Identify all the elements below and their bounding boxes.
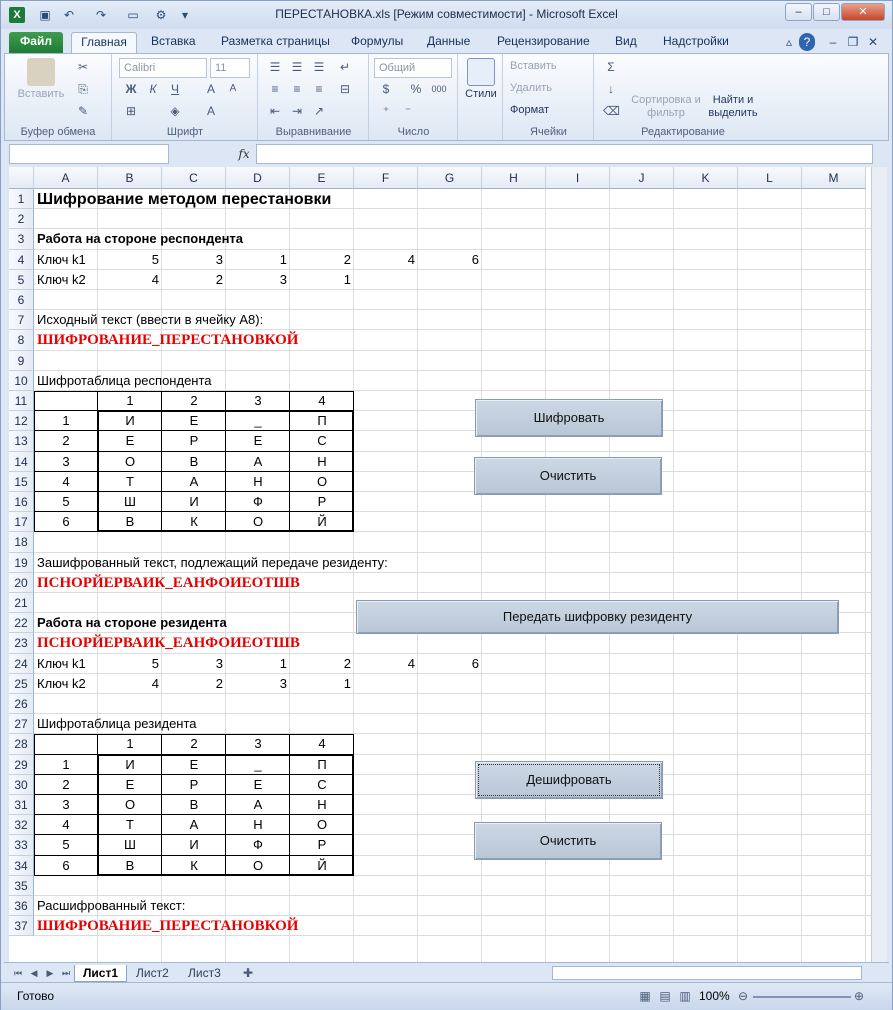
autosum-button[interactable]: Σ <box>607 60 615 74</box>
key1-label[interactable]: Ключ k1 <box>37 656 86 671</box>
zoom-level[interactable]: 100% <box>699 989 730 1003</box>
new-sheet-icon[interactable]: ✚ <box>242 966 254 980</box>
respondent-row-number[interactable]: 2 <box>62 433 70 448</box>
key2-label[interactable]: Ключ k2 <box>37 272 86 287</box>
tab-addins[interactable]: Надстройки <box>663 34 729 48</box>
minimize-button[interactable]: – <box>785 3 812 21</box>
status-text: Готово <box>17 989 55 1003</box>
row-header[interactable]: 29 <box>9 755 34 775</box>
decrease-indent-icon[interactable]: ⇤ <box>269 104 281 118</box>
key1-value[interactable]: 3 <box>215 252 223 267</box>
tab-view[interactable]: Вид <box>615 34 637 48</box>
vertical-scrollbar[interactable] <box>871 167 887 962</box>
key2-value[interactable]: 2 <box>215 272 223 287</box>
resident-table-cell[interactable]: Ф <box>253 837 263 852</box>
close-button[interactable]: ✕ <box>841 3 885 21</box>
respondent-col-header[interactable]: 3 <box>254 393 262 408</box>
format-painter-icon[interactable]: ✎ <box>77 104 89 118</box>
copy-icon[interactable]: ⎘ <box>78 82 88 96</box>
key1-value[interactable]: 2 <box>343 252 351 267</box>
resident-table-cell[interactable]: Р <box>317 837 327 852</box>
grid-line <box>34 289 871 290</box>
respondent-col-header[interactable]: 1 <box>126 393 134 408</box>
row-header[interactable]: 35 <box>9 876 34 896</box>
row-header[interactable]: 8 <box>9 330 34 351</box>
column-header[interactable]: I <box>546 167 610 189</box>
grid-line <box>34 592 871 593</box>
key1-value[interactable]: 6 <box>471 252 479 267</box>
respondent-table-cell[interactable]: Е <box>253 433 263 448</box>
respondent-table-cell[interactable]: К <box>190 514 198 529</box>
sheet-title[interactable]: Шифрование методом перестановки <box>37 191 332 208</box>
row-header[interactable]: 3 <box>9 229 34 250</box>
row-header[interactable]: 17 <box>9 512 34 532</box>
doc-close-icon[interactable]: ✕ <box>867 35 879 49</box>
resident-table-cell[interactable]: Е <box>189 757 199 772</box>
resident-row-number[interactable]: 2 <box>62 777 70 792</box>
encrypt-button[interactable]: Шифровать <box>475 399 663 437</box>
prev-sheet-icon[interactable]: ◀ <box>30 968 38 978</box>
tab-file[interactable]: Файл <box>9 32 63 53</box>
respondent-table-cell[interactable]: С <box>317 433 327 448</box>
last-sheet-icon[interactable]: ⏭ <box>61 968 71 978</box>
resident-row-number[interactable]: 6 <box>62 858 70 873</box>
excel-app-icon[interactable]: X <box>9 7 25 23</box>
respondent-table-cell[interactable]: Е <box>125 433 135 448</box>
resident-row-number[interactable]: 3 <box>62 797 70 812</box>
key2-value[interactable]: 1 <box>343 676 351 691</box>
respondent-header[interactable]: Работа на стороне респондента <box>37 231 244 246</box>
align-top-icon[interactable]: ☰ <box>269 60 281 74</box>
column-header[interactable]: K <box>674 167 738 189</box>
respondent-row-number[interactable]: 5 <box>62 494 70 509</box>
resident-col-header[interactable]: 2 <box>190 736 198 751</box>
resident-table-cell[interactable]: Й <box>317 858 327 873</box>
minimize-ribbon-icon[interactable]: ▵ <box>785 35 793 49</box>
row-header[interactable]: 5 <box>9 270 34 290</box>
paste-icon <box>27 58 55 86</box>
row-header[interactable]: 12 <box>9 411 34 431</box>
grid-line <box>737 189 738 962</box>
respondent-table-cell[interactable]: О <box>252 514 264 529</box>
align-left-icon[interactable]: ≡ <box>271 82 279 96</box>
sheet-tab-3[interactable]: Лист3 <box>188 966 221 980</box>
row-header[interactable]: 25 <box>9 674 34 694</box>
ribbon <box>4 53 889 141</box>
formula-input[interactable] <box>256 144 873 164</box>
select-all-corner[interactable] <box>9 167 34 189</box>
align-bottom-icon[interactable]: ☰ <box>313 60 325 74</box>
shrink-font-icon[interactable]: A <box>229 83 237 94</box>
respondent-col-header[interactable]: 2 <box>190 393 198 408</box>
column-header[interactable]: G <box>418 167 482 189</box>
respondent-table-cell[interactable]: П <box>317 413 327 428</box>
row-header[interactable]: 9 <box>9 351 34 371</box>
decrypted-text[interactable]: ШИФРОВАНИЕ_ПЕРЕСТАНОВКОЙ <box>37 918 299 934</box>
respondent-table-cell[interactable]: А <box>253 454 263 469</box>
encrypted-label[interactable]: Зашифрованный текст, подлежащий передаче резиденту: <box>37 555 388 570</box>
maximize-button[interactable]: □ <box>813 3 840 21</box>
respondent-table-cell[interactable]: Р <box>317 494 327 509</box>
resident-table-cell[interactable]: Р <box>189 777 199 792</box>
window-title: ПЕРЕСТАНОВКА.xls [Режим совместимости] - Microsoft Excel <box>275 7 618 21</box>
styles-group <box>459 54 503 140</box>
find-select-button[interactable]: Найти и выделить <box>708 94 758 119</box>
row-header[interactable]: 10 <box>9 371 34 391</box>
grow-font-icon[interactable]: A <box>206 82 215 96</box>
customize-toolbar-icon[interactable]: ▾ <box>181 8 189 22</box>
tab-review[interactable]: Рецензирование <box>497 34 590 48</box>
row-header[interactable]: 4 <box>9 250 34 270</box>
respondent-row-number[interactable]: 4 <box>62 474 70 489</box>
zoom-in-icon[interactable]: ⊕ <box>853 989 865 1003</box>
row-header[interactable]: 19 <box>9 553 34 573</box>
align-center-icon[interactable]: ≡ <box>293 82 301 96</box>
help-icon[interactable]: ? <box>799 33 815 51</box>
encrypted-text[interactable]: ПСНОРЙЕРВАИК_ЕАНФОИЕОТШВ <box>37 575 300 591</box>
decrease-decimal-icon[interactable]: ⁻ <box>404 104 412 118</box>
delete-cells-button[interactable]: Удалить <box>510 82 552 94</box>
clear-resident-button[interactable]: Очистить <box>474 822 662 860</box>
resident-table-cell[interactable]: С <box>317 777 327 792</box>
respondent-table-cell[interactable]: О <box>124 454 136 469</box>
format-cells-button[interactable]: Формат <box>510 104 550 116</box>
doc-minimize-icon[interactable]: – <box>829 35 837 49</box>
resident-table-cell[interactable]: Е <box>125 777 135 792</box>
cells-group-title: Ячейки <box>530 126 567 138</box>
name-box[interactable] <box>9 144 169 164</box>
increase-decimal-icon[interactable]: ⁺ <box>382 104 390 118</box>
grid-line <box>34 309 871 310</box>
key1-value[interactable]: 3 <box>215 656 223 671</box>
resident-table-cell[interactable]: А <box>253 797 263 812</box>
macro-icon[interactable]: ⚙ <box>155 8 167 22</box>
row-header[interactable]: 33 <box>9 835 34 856</box>
clear-icon[interactable]: ⌫ <box>603 104 620 118</box>
first-sheet-icon[interactable]: ⏮ <box>13 968 23 978</box>
resident-row-number[interactable]: 4 <box>62 817 70 832</box>
grid-line <box>865 189 866 962</box>
respondent-col-header[interactable]: 4 <box>318 393 326 408</box>
grid-line <box>34 935 871 936</box>
borders-icon[interactable]: ⊞ <box>125 104 137 118</box>
key1-value[interactable]: 1 <box>279 252 287 267</box>
key1-value[interactable]: 1 <box>279 656 287 671</box>
respondent-row-number[interactable]: 1 <box>62 413 70 428</box>
row-header[interactable]: 22 <box>9 613 34 633</box>
key2-value[interactable]: 2 <box>215 676 223 691</box>
editing-group <box>595 54 771 140</box>
styles-button[interactable]: Стили <box>461 58 501 100</box>
row-header[interactable]: 24 <box>9 654 34 674</box>
column-header[interactable]: J <box>610 167 674 189</box>
resident-table-cell[interactable]: И <box>189 837 199 852</box>
respondent-table-cell[interactable]: Ш <box>124 494 136 509</box>
respondent-table-cell[interactable]: Р <box>189 433 199 448</box>
resident-table-cell[interactable]: _ <box>254 757 262 772</box>
row-header[interactable]: 14 <box>9 452 34 472</box>
resident-header[interactable]: Работа на стороне резидента <box>37 615 227 630</box>
insert-function-button[interactable]: fx <box>238 147 250 161</box>
resident-table-cell[interactable]: П <box>317 757 327 772</box>
grid-line <box>801 189 802 962</box>
grid-line <box>34 653 871 654</box>
column-header[interactable]: M <box>802 167 866 189</box>
resident-table-cell[interactable]: К <box>190 858 198 873</box>
horizontal-scrollbar[interactable] <box>552 966 862 980</box>
wrap-text-icon[interactable]: ↵ <box>339 60 351 74</box>
title-bar <box>1 1 892 29</box>
thousands-button[interactable]: 000 <box>431 84 447 94</box>
respondent-table-cell[interactable]: И <box>189 494 199 509</box>
grid-line <box>34 329 871 330</box>
grid-line <box>673 189 674 962</box>
row-header[interactable]: 2 <box>9 209 34 229</box>
table2-label[interactable]: Шифротаблица резидента <box>37 716 197 731</box>
key1-value[interactable]: 2 <box>343 656 351 671</box>
grid-line <box>34 370 871 371</box>
resident-table-cell[interactable]: А <box>189 817 199 832</box>
formula-bar <box>4 142 889 166</box>
underline-button[interactable]: Ч <box>171 82 179 96</box>
key1-value[interactable]: 6 <box>471 656 479 671</box>
print-preview-icon[interactable]: ▭ <box>127 8 139 22</box>
column-header[interactable]: H <box>482 167 546 189</box>
resident-table-cell[interactable]: В <box>189 797 199 812</box>
currency-icon[interactable]: $ <box>382 82 390 96</box>
status-bar <box>1 982 892 1010</box>
resident-table-cell[interactable]: Ш <box>124 837 136 852</box>
align-right-icon[interactable]: ≡ <box>315 82 323 96</box>
tab-insert[interactable]: Вставка <box>151 34 196 48</box>
resident-table-cell[interactable]: Т <box>126 817 134 832</box>
grid-line <box>34 693 871 694</box>
respondent-table-cell[interactable]: О <box>316 474 328 489</box>
respondent-table-cell[interactable]: _ <box>254 413 262 428</box>
insert-cells-button[interactable]: Вставить <box>510 60 557 72</box>
tab-page-layout[interactable]: Разметка страницы <box>221 34 330 48</box>
tab-formulas[interactable]: Формулы <box>351 34 404 48</box>
row-header[interactable]: 18 <box>9 532 34 553</box>
row-header[interactable]: 6 <box>9 290 34 310</box>
font-name-select[interactable]: Calibri <box>119 58 207 78</box>
respondent-table-cell[interactable]: А <box>189 474 199 489</box>
source-text[interactable]: ШИФРОВАНИЕ_ПЕРЕСТАНОВКОЙ <box>37 332 299 348</box>
fill-color-icon[interactable]: ◈ <box>170 104 180 118</box>
key2-value[interactable]: 4 <box>151 676 159 691</box>
respondent-table-cell[interactable]: Й <box>317 514 327 529</box>
column-header[interactable]: B <box>98 167 162 189</box>
resident-table-cell[interactable]: О <box>124 797 136 812</box>
row-header[interactable]: 27 <box>9 714 34 734</box>
respondent-table-cell[interactable]: Е <box>189 413 199 428</box>
undo-icon[interactable]: ↶ <box>63 8 75 22</box>
editing-group-title: Редактирование <box>641 126 725 138</box>
key1-value[interactable]: 4 <box>407 656 415 671</box>
send-to-resident-button[interactable]: Передать шифровку резиденту <box>356 600 839 634</box>
font-size-select[interactable]: 11 <box>210 58 250 78</box>
doc-restore-icon[interactable]: ❐ <box>847 35 859 49</box>
row-header[interactable]: 34 <box>9 856 34 876</box>
key1-value[interactable]: 5 <box>151 252 159 267</box>
bold-button[interactable]: Ж <box>125 82 137 96</box>
row-header[interactable]: 21 <box>9 593 34 613</box>
alignment-group <box>259 54 369 140</box>
ribbon-tabs <box>1 29 892 53</box>
number-format-select[interactable]: Общий <box>374 58 452 78</box>
row-header[interactable]: 28 <box>9 734 34 755</box>
key1-value[interactable]: 4 <box>407 252 415 267</box>
resident-table-cell[interactable]: И <box>125 757 135 772</box>
row-header[interactable]: 11 <box>9 391 34 411</box>
column-header[interactable]: F <box>354 167 418 189</box>
respondent-table-cell[interactable]: Н <box>253 474 263 489</box>
resident-table-cell[interactable]: О <box>252 858 264 873</box>
grid-line <box>34 572 871 573</box>
cut-icon[interactable]: ✂ <box>77 60 89 74</box>
number-group <box>370 54 458 140</box>
resident-col-header[interactable]: 4 <box>318 736 326 751</box>
sheet-tab-1[interactable]: Лист1 <box>74 965 127 982</box>
font-color-icon[interactable]: A <box>206 104 215 118</box>
column-header[interactable]: L <box>738 167 802 189</box>
next-sheet-icon[interactable]: ▶ <box>46 968 54 978</box>
respondent-row-number[interactable]: 6 <box>62 514 70 529</box>
sheet-tabs-bar <box>4 962 889 982</box>
resident-table-cell[interactable]: О <box>316 817 328 832</box>
sheet-tab-2[interactable]: Лист2 <box>136 966 169 980</box>
grid-line <box>34 552 871 553</box>
key1-value[interactable]: 5 <box>151 656 159 671</box>
tab-home[interactable]: Главная <box>71 32 137 53</box>
clear-respondent-button[interactable]: Очистить <box>474 457 662 495</box>
respondent-table-cell[interactable]: И <box>125 413 135 428</box>
row-header[interactable]: 23 <box>9 633 34 654</box>
source-label[interactable]: Исходный текст (ввести в ячейку А8): <box>37 312 264 327</box>
key2-value[interactable]: 3 <box>279 272 287 287</box>
row-header[interactable]: 31 <box>9 795 34 815</box>
font-group-title: Шрифт <box>166 126 204 138</box>
row-header[interactable]: 26 <box>9 694 34 714</box>
fill-icon[interactable]: ↓ <box>608 82 614 96</box>
grid-line <box>34 713 871 714</box>
row-header[interactable]: 36 <box>9 896 34 916</box>
zoom-out-icon[interactable]: ⊖ <box>737 989 749 1003</box>
row-header[interactable]: 20 <box>9 573 34 593</box>
respondent-table-cell[interactable]: Н <box>317 454 327 469</box>
grid-line <box>34 350 871 351</box>
italic-button[interactable]: К <box>149 82 157 96</box>
respondent-table-cell[interactable]: Ф <box>253 494 263 509</box>
row-header[interactable]: 1 <box>9 189 34 209</box>
respondent-table-cell[interactable]: В <box>125 514 135 529</box>
table1-label[interactable]: Шифротаблица респондента <box>37 373 212 388</box>
respondent-table-cell[interactable]: В <box>189 454 199 469</box>
zoom-slider[interactable] <box>753 996 851 998</box>
sort-filter-button[interactable]: Сортировка и фильтр <box>631 94 701 119</box>
grid-line <box>34 249 871 250</box>
paste-button[interactable]: Вставить <box>11 58 71 100</box>
row-header[interactable]: 37 <box>9 916 34 936</box>
styles-icon <box>467 58 495 86</box>
resident-text[interactable]: ПСНОРЙЕРВАИК_ЕАНФОИЕОТШВ <box>37 635 300 651</box>
cells-group <box>504 54 594 140</box>
page-break-view-icon[interactable]: ▥ <box>679 989 691 1003</box>
resident-table-cell[interactable]: Н <box>317 797 327 812</box>
alignment-group-title: Выравнивание <box>275 126 352 138</box>
grid-line <box>34 895 871 896</box>
row-header[interactable]: 16 <box>9 492 34 512</box>
row-header[interactable]: 13 <box>9 431 34 452</box>
key2-value[interactable]: 4 <box>151 272 159 287</box>
column-header[interactable]: A <box>34 167 98 189</box>
clipboard-group <box>5 54 112 140</box>
font-group <box>113 54 258 140</box>
orientation-icon[interactable]: ↗ <box>313 104 325 118</box>
merge-center-icon[interactable]: ⊟ <box>339 82 351 96</box>
increase-indent-icon[interactable]: ⇥ <box>291 104 303 118</box>
grid-line <box>34 269 871 270</box>
number-group-title: Число <box>397 126 430 138</box>
save-icon[interactable]: ▣ <box>39 8 51 22</box>
resident-table-cell[interactable]: Е <box>253 777 263 792</box>
key2-value[interactable]: 1 <box>343 272 351 287</box>
resident-col-header[interactable]: 1 <box>126 736 134 751</box>
respondent-table-cell[interactable]: Т <box>126 474 134 489</box>
resident-table-cell[interactable]: Н <box>253 817 263 832</box>
spreadsheet-grid[interactable] <box>9 167 871 962</box>
page-layout-view-icon[interactable]: ▤ <box>659 989 671 1003</box>
row-header[interactable]: 7 <box>9 310 34 330</box>
column-header[interactable]: E <box>290 167 354 189</box>
grid-line <box>34 673 871 674</box>
resident-col-header[interactable]: 3 <box>254 736 262 751</box>
resident-table-cell[interactable]: В <box>125 858 135 873</box>
row-header[interactable]: 30 <box>9 775 34 795</box>
resident-row-number[interactable]: 1 <box>62 757 70 772</box>
tab-data[interactable]: Данные <box>427 34 471 48</box>
align-middle-icon[interactable]: ☰ <box>291 60 303 74</box>
normal-view-icon[interactable]: ▦ <box>639 989 651 1003</box>
redo-icon[interactable]: ↷ <box>95 8 107 22</box>
key2-value[interactable]: 3 <box>279 676 287 691</box>
clipboard-group-title: Буфер обмена <box>20 126 96 138</box>
row-header[interactable]: 32 <box>9 815 34 835</box>
grid-line <box>34 228 871 229</box>
key1-label[interactable]: Ключ k1 <box>37 252 86 267</box>
key2-label[interactable]: Ключ k2 <box>37 676 86 691</box>
row-header[interactable]: 15 <box>9 472 34 492</box>
respondent-row-number[interactable]: 3 <box>62 454 70 469</box>
column-header[interactable]: D <box>226 167 290 189</box>
grid-line <box>34 915 871 916</box>
percent-button[interactable]: % <box>410 82 422 96</box>
decrypted-label[interactable]: Расшифрованный текст: <box>37 898 186 913</box>
resident-row-number[interactable]: 5 <box>62 837 70 852</box>
column-header[interactable]: C <box>162 167 226 189</box>
decrypt-button[interactable]: Дешифровать <box>475 761 663 799</box>
